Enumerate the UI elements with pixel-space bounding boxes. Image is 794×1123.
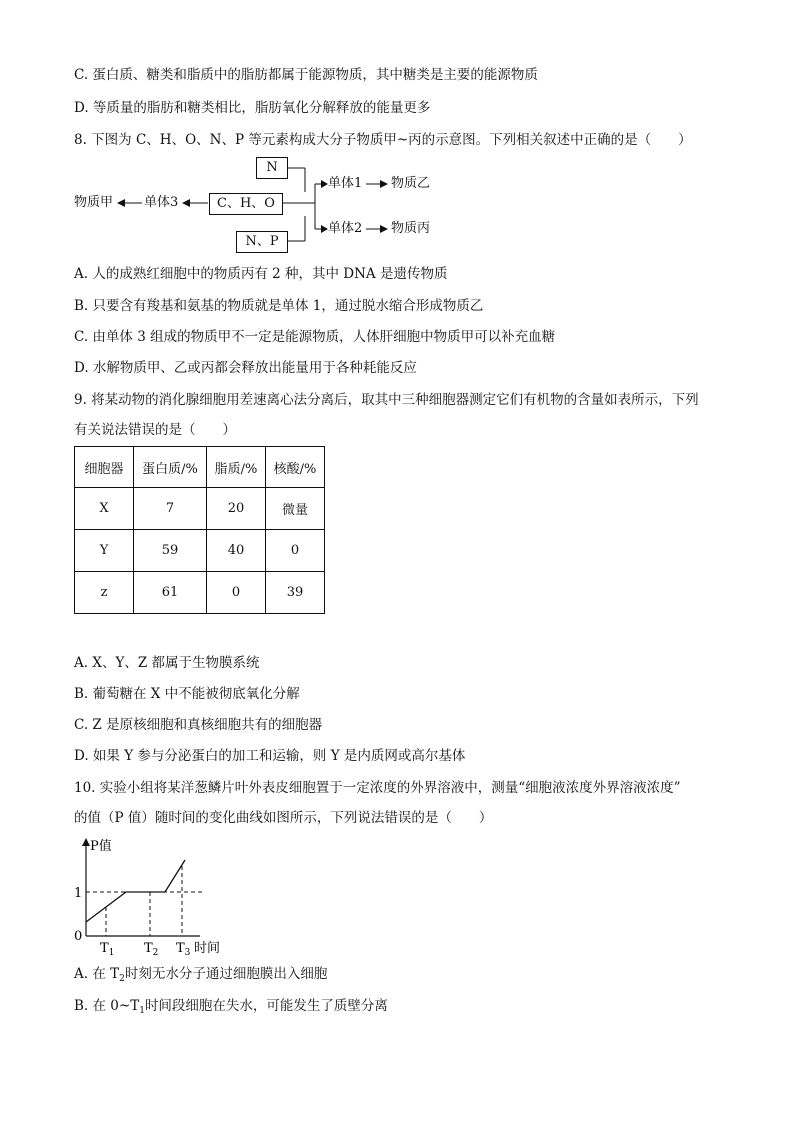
table-header-organelle: 细胞器 bbox=[75, 447, 134, 488]
q9-option-d: D. 如果 Y 参与分泌蛋白的加工和运输，则 Y 是内质网或高尔基体 bbox=[74, 748, 466, 764]
q9-stem-line-2: 有关说法错误的是（ ） bbox=[74, 422, 236, 438]
table-cell: 40 bbox=[207, 530, 266, 572]
q8-stem: 8. 下图为 C、H、O、N、P 等元素构成大分子物质甲~丙的示意图。下列相关叙述中正确的是（ ） bbox=[74, 132, 692, 148]
t1-label: $T_1$ bbox=[100, 941, 115, 958]
q9-option-c: C. Z 是原核细胞和真核细胞共有的细胞器 bbox=[74, 717, 323, 733]
q8-option-d: D. 水解物质甲、乙或丙都会释放出能量用于各种耗能反应 bbox=[74, 360, 417, 376]
table-cell: 39 bbox=[266, 572, 325, 614]
q10-option-a: A. 在 $T_2$时刻无水分子通过细胞膜出入细胞 bbox=[74, 966, 328, 984]
q9-stem-line-1: 9. 将某动物的消化腺细胞用差速离心法分离后，取其中三种细胞器测定它们有机物的含量如表所示，下列 bbox=[74, 392, 699, 408]
table-cell: X bbox=[75, 488, 134, 530]
q8-option-a: A. 人的成熟红细胞中的物质丙有 2 种，其中 DNA 是遗传物质 bbox=[74, 266, 448, 282]
y-axis-label: P值 bbox=[90, 839, 112, 854]
monomer-2-label: 单体2 bbox=[328, 221, 363, 236]
substance-jia-label: 物质甲 bbox=[74, 195, 114, 210]
table-cell: z bbox=[75, 572, 134, 614]
element-box-np: N、P bbox=[236, 231, 288, 253]
q7-option-c: C. 蛋白质、糖类和脂质中的脂肪都属于能源物质，其中糖类是主要的能源物质 bbox=[74, 67, 538, 83]
t2-label: $T_2$ bbox=[144, 941, 159, 958]
table-header-row bbox=[75, 447, 325, 488]
q7-option-d: D. 等质量的脂肪和糖类相比，脂肪氧化分解释放的能量更多 bbox=[74, 100, 431, 116]
p-value-graph bbox=[70, 836, 240, 960]
tick-zero-label: 0 bbox=[74, 929, 83, 944]
table-row bbox=[75, 488, 325, 530]
table-cell: 59 bbox=[134, 530, 207, 572]
q8-option-c: C. 由单体 3 组成的物质甲不一定是能源物质，人体肝细胞中物质甲可以补充血糖 bbox=[74, 329, 556, 345]
table-cell: 0 bbox=[207, 572, 266, 614]
organelle-table bbox=[74, 446, 325, 614]
table-cell: 20 bbox=[207, 488, 266, 530]
substance-yi-label: 物质乙 bbox=[391, 176, 431, 191]
tick-one-label: 1 bbox=[74, 886, 83, 901]
q10-stem-line-1: 10. 实验小组将某洋葱鳞片叶外表皮细胞置于一定浓度的外界溶液中，测量“细胞液浓度外界溶液浓度” bbox=[74, 780, 681, 796]
table-cell: 61 bbox=[134, 572, 207, 614]
monomer-3-label: 单体3 bbox=[144, 195, 179, 210]
table-header-lipid: 脂质/% bbox=[207, 447, 266, 488]
element-composition-diagram bbox=[70, 156, 470, 256]
element-box-n: N bbox=[256, 157, 288, 179]
monomer-1-label: 单体1 bbox=[328, 176, 363, 191]
table-row bbox=[75, 530, 325, 572]
table-cell: 7 bbox=[134, 488, 207, 530]
table-cell: 微量 bbox=[266, 488, 325, 530]
table-cell: Y bbox=[75, 530, 134, 572]
q9-option-a: A. X、Y、Z 都属于生物膜系统 bbox=[74, 655, 260, 671]
t3-label: $T_3$ bbox=[176, 941, 191, 958]
substance-bing-label: 物质丙 bbox=[391, 221, 431, 236]
q9-option-b: B. 葡萄糖在 X 中不能被彻底氧化分解 bbox=[74, 686, 300, 702]
table-row bbox=[75, 572, 325, 614]
element-box-cho: C、H、O bbox=[209, 193, 283, 215]
x-axis-label: 时间 bbox=[194, 941, 221, 956]
table-header-nucleic-acid: 核酸/% bbox=[266, 447, 325, 488]
q10-stem-line-2: 的值（P 值）随时间的变化曲线如图所示，下列说法错误的是（ ） bbox=[74, 810, 493, 826]
table-header-protein: 蛋白质/% bbox=[134, 447, 207, 488]
table-cell: 0 bbox=[266, 530, 325, 572]
q10-option-b: B. 在 $0\sim T_1$时间段细胞在失水，可能发生了质壁分离 bbox=[74, 998, 388, 1016]
q8-option-b: B. 只要含有羧基和氨基的物质就是单体 1，通过脱水缩合形成物质乙 bbox=[74, 298, 484, 314]
